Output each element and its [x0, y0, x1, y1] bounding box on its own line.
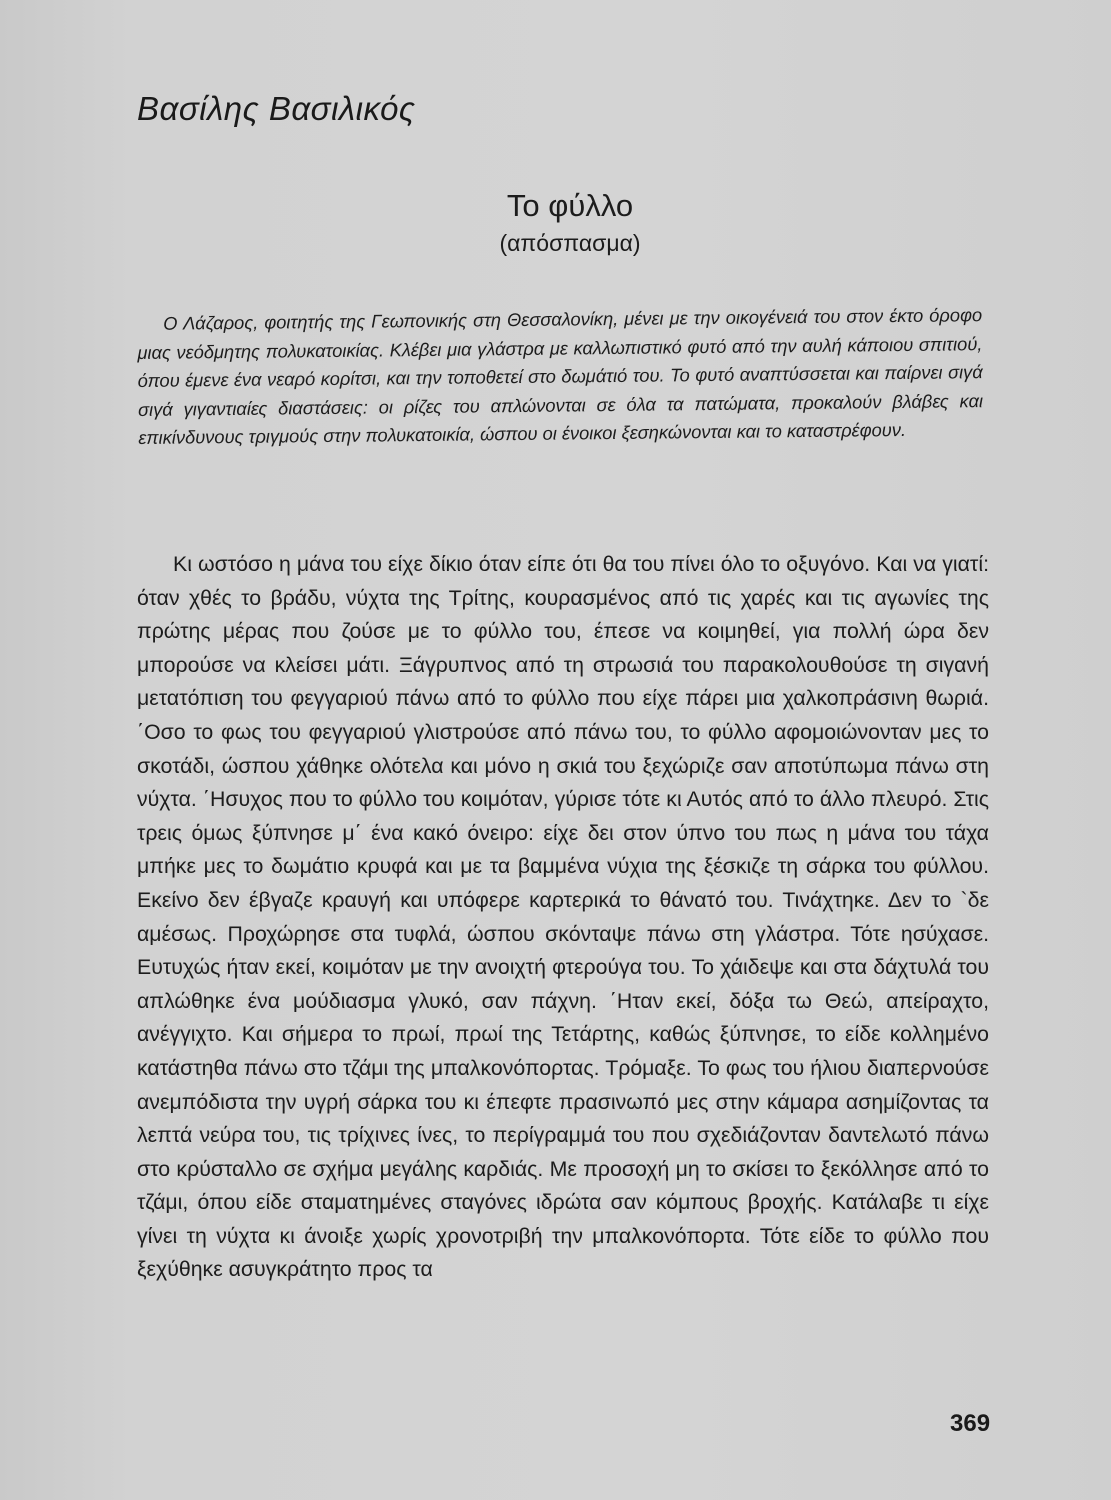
summary-paragraph: Ο Λάζαρος, φοιτητής της Γεωπονικής στη Θεσσαλονίκη, μένει με την οικογένειά του στον έκτο όροφο μιας νεόδμητης πολυκατοικίας. Κλέβει μια γλάστρα με καλλωπιστικό φυτό από την αυλή κάποιου σπιτιού, όπου έμενε ένα νεαρό κορίτσι, και την τοποθετεί στο δωμάτιό του. Το φυτό αναπτύσσεται και παίρνει σιγά σιγά γιγαντιαίες διαστάσεις: οι ρίζες του απλώνονται σε όλα τα πατώματα, προκαλούν βλάβες και επικίνδυνους τριγμούς στην πολυκατοικία, ώσπου οι ένοικοι ξεσηκώνονται και το καταστρέφουν.: [137, 304, 984, 448]
author-name: Βασίλης Βασιλικός: [137, 90, 416, 127]
page-subtitle: (απόσπασμα): [499, 230, 641, 256]
page-number: 369: [950, 1410, 991, 1437]
title-block: [440, 186, 700, 260]
page-title: Το φύλλο: [506, 188, 634, 223]
body-paragraph: Κι ωστόσο η μάνα του είχε δίκιο όταν είπε ότι θα του πίνει όλο το οξυγόνο. Και να γιατί: όταν χθές το βράδυ, νύχτα της Τρίτης, κουρασμένος από τις χαρές και τις αγωνίες της πρώτης μέρας που ζούσε με το φύλλο του, έπεσε να κοιμηθεί, για πολλή ώρα δεν μπορούσε να κλείσει μάτι. Ξάγρυπνος από τη στρωσιά του παρακολουθούσε τη σιγανή μετατόπιση του φεγγαριού πάνω από το φύλλο που είχε πάρει μια χαλκοπράσινη θωριά. ΄Οσο το φως του φεγγαριού γλιστρούσε από πάνω του, το φύλλο αφομοιώνονταν μες το σκοτάδι, ώσπου χάθηκε ολότελα και μόνο η σκιά του ξεχώριζε σαν αποτύπωμα πάνω στη νύχτα. ΄Ησυχος που το φύλλο του κοιμόταν, γύρισε τότε κι Αυτός από το άλλο πλευρό. Στις τρεις όμως ξύπνησε μ΄ ένα κακό όνειρο: είχε δει στον ύπνο του πως η μάνα του τάχα μπήκε μες το δωμάτιο κρυφά και με τα βαμμένα νύχια της ξέσκιζε τη σάρκα του φύλλου. Εκείνο δεν έβγαζε κραυγή και υπόφερε καρτερικά το θάνατό του. Τινάχτηκε. Δεν το `δε αμέσως. Προχώρησε στα τυφλά, ώσπου σκόνταψε πάνω στη γλάστρα. Τότε ησύχασε. Ευτυχώς ήταν εκεί, κοιμόταν με την ανοιχτή φτερούγα του. Το χάιδεψε και στα δάχτυλά του απλώθηκε ένα μούδιασμα γλυκό, σαν πάχνη. ΄Ηταν εκεί, δόξα τω Θεώ, απείραχτο, ανέγγιχτο. Και σήμερα το πρωί, πρωί της Τετάρτης, καθώς ξύπνησε, το είδε κολλημένο κατάστηθα πάνω στο τζάμι της μπαλκονόπορτας. Τρόμαξε. Το φως του ήλιου διαπερνούσε ανεμπόδιστα την υγρή σάρκα του κι έπεφτε πρασινωπό μες στην κάμαρα ασημίζοντας τα λεπτά νεύρα του, τις τρίχινες ίνες, το περίγραμμά του που σχεδιάζονταν δαντελωτό πάνω στο κρύσταλλο σε σχήμα μεγάλης καρδιάς. Με προσοχή μη το σκίσει το ξεκόλλησε από το τζάμι, όπου είδε σταματημένες σταγόνες ιδρώτα σαν κόμπους βροχής. Κατάλαβε τι είχε γίνει τη νύχτα κι άνοιξε χωρίς χρονοτριβή την μπαλκονόπορτα. Τότε είδε το φύλλο που ξεχύθηκε ασυγκράτητο προς τα: [137, 552, 989, 1282]
